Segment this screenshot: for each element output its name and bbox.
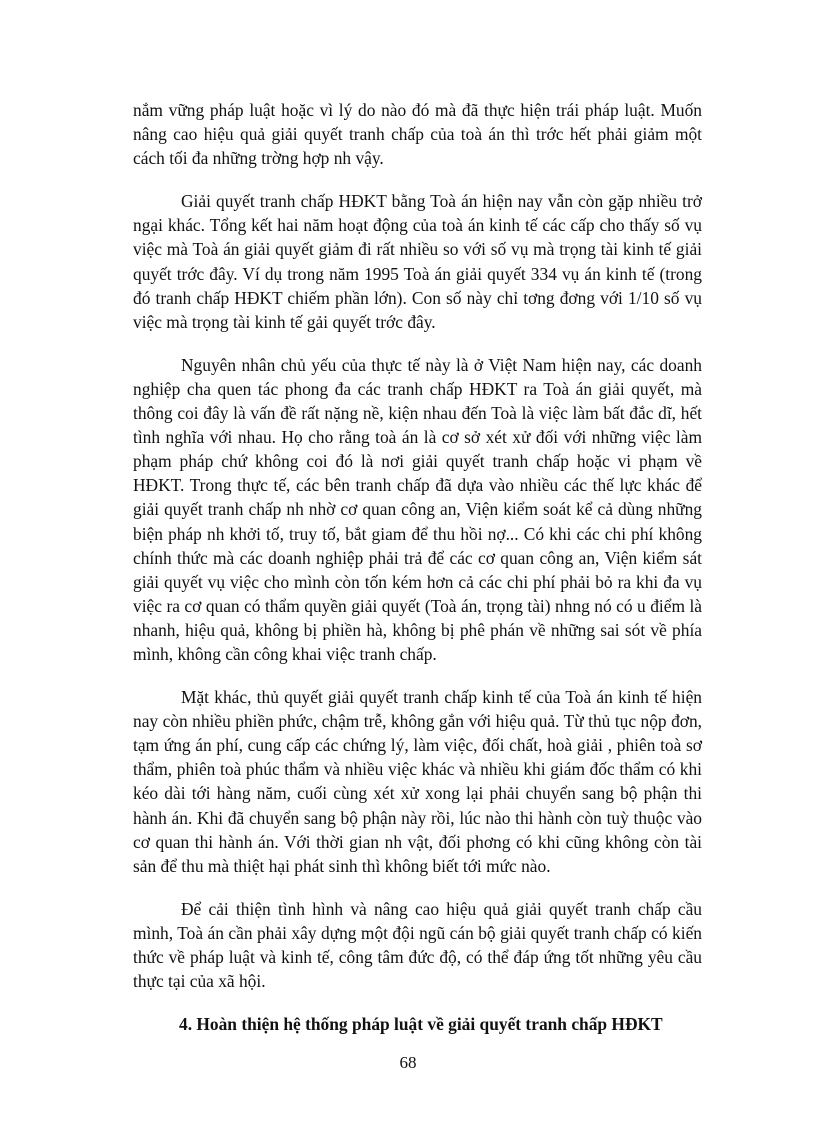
section-heading: 4. Hoàn thiện hệ thống pháp luật về giải quyết tranh chấp HĐKT xyxy=(179,1014,663,1035)
paragraph-3: Nguyên nhân chủ yếu của thực tế này là ở Việt Nam hiện nay, các doanh nghiệp cha quen tác phong đa các tranh chấp HĐKT ra Toà án giải quyết, mà thông coi đây là vấn đề rất nặng nề, kiện nhau đến Toà là việc làm bất đắc dĩ, hết tình nghĩa với nhau. Họ cho rằng toà án là cơ sở xét xử đối với những việc làm phạm pháp chứ không coi đó là nơi giải quyết tranh chấp hoặc vi phạm về HĐKT. Trong thực tế, các bên tranh chấp đã dựa vào nhiều các thế lực khác để giải quyết tranh chấp nh nhờ cơ quan công an, Viện kiểm soát kể cả dùng những biện pháp nh khởi tố, truy tố, bắt giam để thu hồi nợ... Có khi các chi phí không chính thức mà các doanh nghiệp phải trả để các cơ quan công an, Viện kiểm sát giải quyết vụ việc cho mình còn tốn kém hơn cả các chi phí phải bỏ ra khi đa vụ việc ra cơ quan có thẩm quyền giải quyết (Toà án, trọng tài) nhng nó có u điểm là nhanh, hiệu quả, không bị phiền hà, không bị phê phán về những sai sót về phía mình, không cần công khai việc tranh chấp. xyxy=(133,354,702,664)
paragraph-4: Mặt khác, thủ quyết giải quyết tranh chấp kinh tế của Toà án kinh tế hiện nay còn nhiều phiền phức, chậm trễ, không gắn với hiệu quả. Từ thủ tục nộp đơn, tạm ứng án phí, cung cấp các chứng lý, làm việc, đối chất, hoà giải , phiên toà sơ thẩm, phiên toà phúc thẩm và nhiều việc khác và nhiều khi giám đốc thẩm có khi kéo dài tới hàng năm, cuối cùng xét xử xong lại phải chuyển sang bộ phận thi hành án. Khi đã chuyển sang bộ phận này rồi, lúc nào thi hành còn tuỳ thuộc vào cơ quan thi hành án. Với thời gian nh vật, đối phơng có khi cũng không còn tài sản để thu mà thiệt hại phát sinh thì không biết tới mức nào. xyxy=(133,687,702,876)
page-number: 68 xyxy=(399,1053,417,1072)
paragraph-2: Giải quyết tranh chấp HĐKT bằng Toà án hiện nay vẫn còn gặp nhiều trở ngại khác. Tổng kết hai năm hoạt động của toà án kinh tế các cấp cho thấy số vụ việc mà Toà án giải quyết giảm đi rất nhiều so với số vụ mà trọng tài kinh tế giải quyết trớc đây. Ví dụ trong năm 1995 Toà án giải quyết 334 vụ án kinh tế (trong đó tranh chấp HĐKT chiếm phần lớn). Con số này chỉ tơng đơng với 1/10 số vụ việc mà trọng tài kinh tế gải quyết trớc đây. xyxy=(133,191,702,332)
document-body xyxy=(133,98,702,1036)
paragraph-1: nắm vững pháp luật hoặc vì lý do nào đó mà đã thực hiện trái pháp luật. Muốn nâng cao hiệu quả giải quyết tranh chấp của toà án thì trớc hết phải giảm một cách tối đa những trờng hợp nh vậy. xyxy=(133,100,702,169)
paragraph-5: Để cải thiện tình hình và nâng cao hiệu quả giải quyết tranh chấp cầu mình, Toà án cần phải xây dựng một đội ngũ cán bộ giải quyết tranh chấp có kiến thức về pháp luật và kinh tế, công tâm đức độ, có thể đáp ứng tốt những yêu cầu thực tại của xã hội. xyxy=(133,898,702,992)
